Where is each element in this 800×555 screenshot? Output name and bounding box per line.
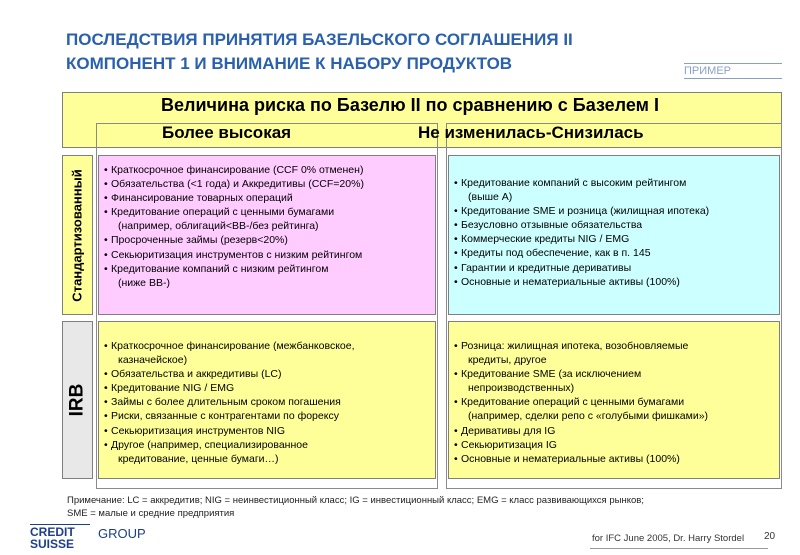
- list-item-text: Обязательства (<1 года) и Аккредитивы (CCF=20%): [111, 178, 364, 191]
- list-standardized-higher: [104, 163, 364, 290]
- bullet-icon: •: [454, 205, 458, 218]
- list-item: [104, 409, 355, 423]
- bullet-icon: •: [104, 396, 108, 409]
- list-item-text: Секьюритизация инструментов NIG: [111, 424, 286, 437]
- list-item-text: Кредитование компаний с высоким рейтингом: [461, 177, 687, 189]
- list-item-text: Кредитование SME и розница (жилищная ипотека): [461, 205, 710, 218]
- bullet-icon: •: [104, 438, 108, 451]
- bullet-icon: •: [454, 340, 458, 352]
- list-item: [454, 218, 709, 232]
- list-item-text: Основные и нематериальные активы (100%): [461, 452, 680, 465]
- list-item: [454, 367, 708, 381]
- footer-rule: [590, 548, 768, 549]
- list-item-text: Финансирование товарных операций: [111, 192, 293, 205]
- list-item: [454, 261, 709, 275]
- box-irb-same: [448, 321, 780, 479]
- list-item-text: Основные и нематериальные активы (100%): [461, 275, 680, 288]
- bullet-icon: •: [454, 396, 458, 409]
- list-item: [454, 381, 708, 395]
- list-item: [104, 233, 364, 247]
- list-item-text: Секьюритизация IG: [461, 438, 557, 451]
- list-item-text: (например, облигаций<BB-/без рейтинга): [118, 220, 319, 233]
- credit-suisse-logo: CREDIT SUISSE: [30, 525, 75, 551]
- header-title: Величина риска по Базелю II по сравнению с Базелем I: [161, 95, 659, 115]
- bullet-icon: •: [104, 410, 108, 423]
- list-item-text: казначейское): [118, 354, 188, 367]
- list-item-text: Риски, связанные с контрагентами по форексу: [111, 410, 339, 423]
- list-item: [454, 246, 709, 260]
- page-number: 20: [764, 531, 776, 542]
- list-item: [104, 367, 355, 381]
- list-item: [454, 395, 708, 409]
- bullet-icon: •: [104, 262, 108, 275]
- list-item-text: Кредиты под обеспечение, как в п. 145: [461, 247, 651, 260]
- list-item-text: Кредитование операций с ценными бумагами: [461, 396, 685, 409]
- list-item: [104, 191, 364, 205]
- list-item-text: Просроченные займы (резерв<20%): [111, 234, 288, 247]
- list-item: [104, 163, 364, 177]
- list-item-text: Краткосрочное финансирование (межбанковское,: [111, 340, 355, 352]
- bullet-icon: •: [104, 248, 108, 261]
- bullet-icon: •: [454, 424, 458, 437]
- list-item-text: Безусловно отзывные обязательства: [461, 219, 643, 232]
- bullet-icon: •: [454, 219, 458, 232]
- bullet-icon: •: [104, 206, 108, 219]
- list-item-text: Кредитование NIG / EMG: [111, 382, 235, 395]
- list-item: [104, 262, 364, 276]
- title-line-1: ПОСЛЕДСТВИЯ ПРИНЯТИЯ БАЗЕЛЬСКОГО СОГЛАШЕНИЯ II: [66, 30, 573, 49]
- list-item-text: (ниже BB-): [118, 276, 170, 289]
- list-item-text: Кредитование SME (за исключением: [461, 368, 642, 381]
- box-standardized-higher: [98, 155, 436, 315]
- list-irb-same: [454, 339, 708, 466]
- list-item-text: Кредитование компаний с низким рейтингом: [111, 262, 329, 275]
- bullet-icon: •: [104, 234, 108, 247]
- list-item-text: (выше A): [468, 191, 513, 204]
- list-item: [454, 275, 709, 289]
- list-item: [454, 204, 709, 218]
- bullet-icon: •: [454, 275, 458, 288]
- list-item: [104, 177, 364, 191]
- list-item: [454, 452, 708, 466]
- bullet-icon: •: [104, 368, 108, 381]
- title-line-2: КОМПОНЕНТ 1 И ВНИМАНИЕ К НАБОРУ ПРОДУКТОВ: [66, 54, 513, 73]
- list-item: [454, 353, 708, 367]
- list-item: [454, 176, 709, 190]
- bullet-icon: •: [454, 177, 458, 189]
- box-irb-higher: [98, 321, 436, 479]
- list-item-text: Краткосрочное финансирование (CCF 0% отменен): [111, 164, 364, 176]
- list-item: [104, 381, 355, 395]
- list-item-text: кредиты, другое: [468, 354, 547, 367]
- list-item-text: Гарантии и кредитные деривативы: [461, 261, 632, 274]
- example-label: ПРИМЕР: [684, 63, 782, 79]
- bullet-icon: •: [104, 340, 108, 352]
- list-item-text: непроизводственных): [468, 382, 575, 395]
- list-item-text: Секьюритизация инструментов с низким рейтингом: [111, 248, 363, 261]
- bullet-icon: •: [104, 382, 108, 395]
- list-item: [104, 219, 364, 233]
- list-item: [104, 353, 355, 367]
- logo-group-text: GROUP: [98, 526, 146, 541]
- row-label-irb: IRB: [62, 321, 93, 479]
- list-item: [454, 339, 708, 353]
- list-item-text: Розница: жилищная ипотека, возобновляемые: [461, 340, 689, 352]
- list-item-text: Деривативы для IG: [461, 424, 556, 437]
- list-item: [104, 339, 355, 353]
- bullet-icon: •: [454, 368, 458, 381]
- list-item-text: (например, сделки репо с «голубыми фишками»): [468, 410, 709, 423]
- list-item: [104, 438, 355, 452]
- list-item: [454, 190, 709, 204]
- list-standardized-same: [454, 176, 709, 289]
- list-item: [104, 205, 364, 219]
- list-item: [104, 395, 355, 409]
- list-item: [104, 248, 364, 262]
- bullet-icon: •: [454, 438, 458, 451]
- column-header-same: Не изменилась-Снизилась: [418, 123, 644, 142]
- bullet-icon: •: [454, 452, 458, 465]
- list-item-text: Займы с более длительным сроком погашения: [111, 396, 341, 409]
- list-item-text: Другое (например, специализированное: [111, 438, 308, 451]
- row-label-standardized: Стандартизованный: [62, 155, 93, 315]
- list-item-text: Обязательства и аккредитивы (LC): [111, 368, 282, 381]
- list-item: [454, 438, 708, 452]
- list-item-text: кредитование, ценные бумаги…): [118, 452, 279, 465]
- page-title: [66, 28, 706, 76]
- footnote: [67, 494, 644, 520]
- bullet-icon: •: [454, 261, 458, 274]
- box-standardized-same: [448, 155, 780, 315]
- list-item: [454, 409, 708, 423]
- list-item: [104, 424, 355, 438]
- list-item: [104, 452, 355, 466]
- list-item: [454, 424, 708, 438]
- list-irb-higher: [104, 339, 355, 466]
- bullet-icon: •: [104, 164, 108, 176]
- bullet-icon: •: [454, 247, 458, 260]
- bullet-icon: •: [104, 424, 108, 437]
- footer-credit: for IFC June 2005, Dr. Harry Stordel: [592, 533, 745, 544]
- list-item: [104, 276, 364, 290]
- column-header-higher: Более высокая: [162, 123, 292, 142]
- list-item-text: Кредитование операций с ценными бумагами: [111, 206, 335, 219]
- bullet-icon: •: [454, 233, 458, 246]
- bullet-icon: •: [104, 178, 108, 191]
- list-item-text: Коммерческие кредиты NIG / EMG: [461, 233, 630, 246]
- bullet-icon: •: [104, 192, 108, 205]
- footnote-line-1: Примечание: LC = аккредитив; NIG = неинвестиционный класс; IG = инвестиционный класс; EMG = класс развивающихся рынков;: [67, 495, 644, 506]
- list-item: [454, 232, 709, 246]
- footnote-line-2: SME = малые и средние предприятия: [67, 508, 235, 519]
